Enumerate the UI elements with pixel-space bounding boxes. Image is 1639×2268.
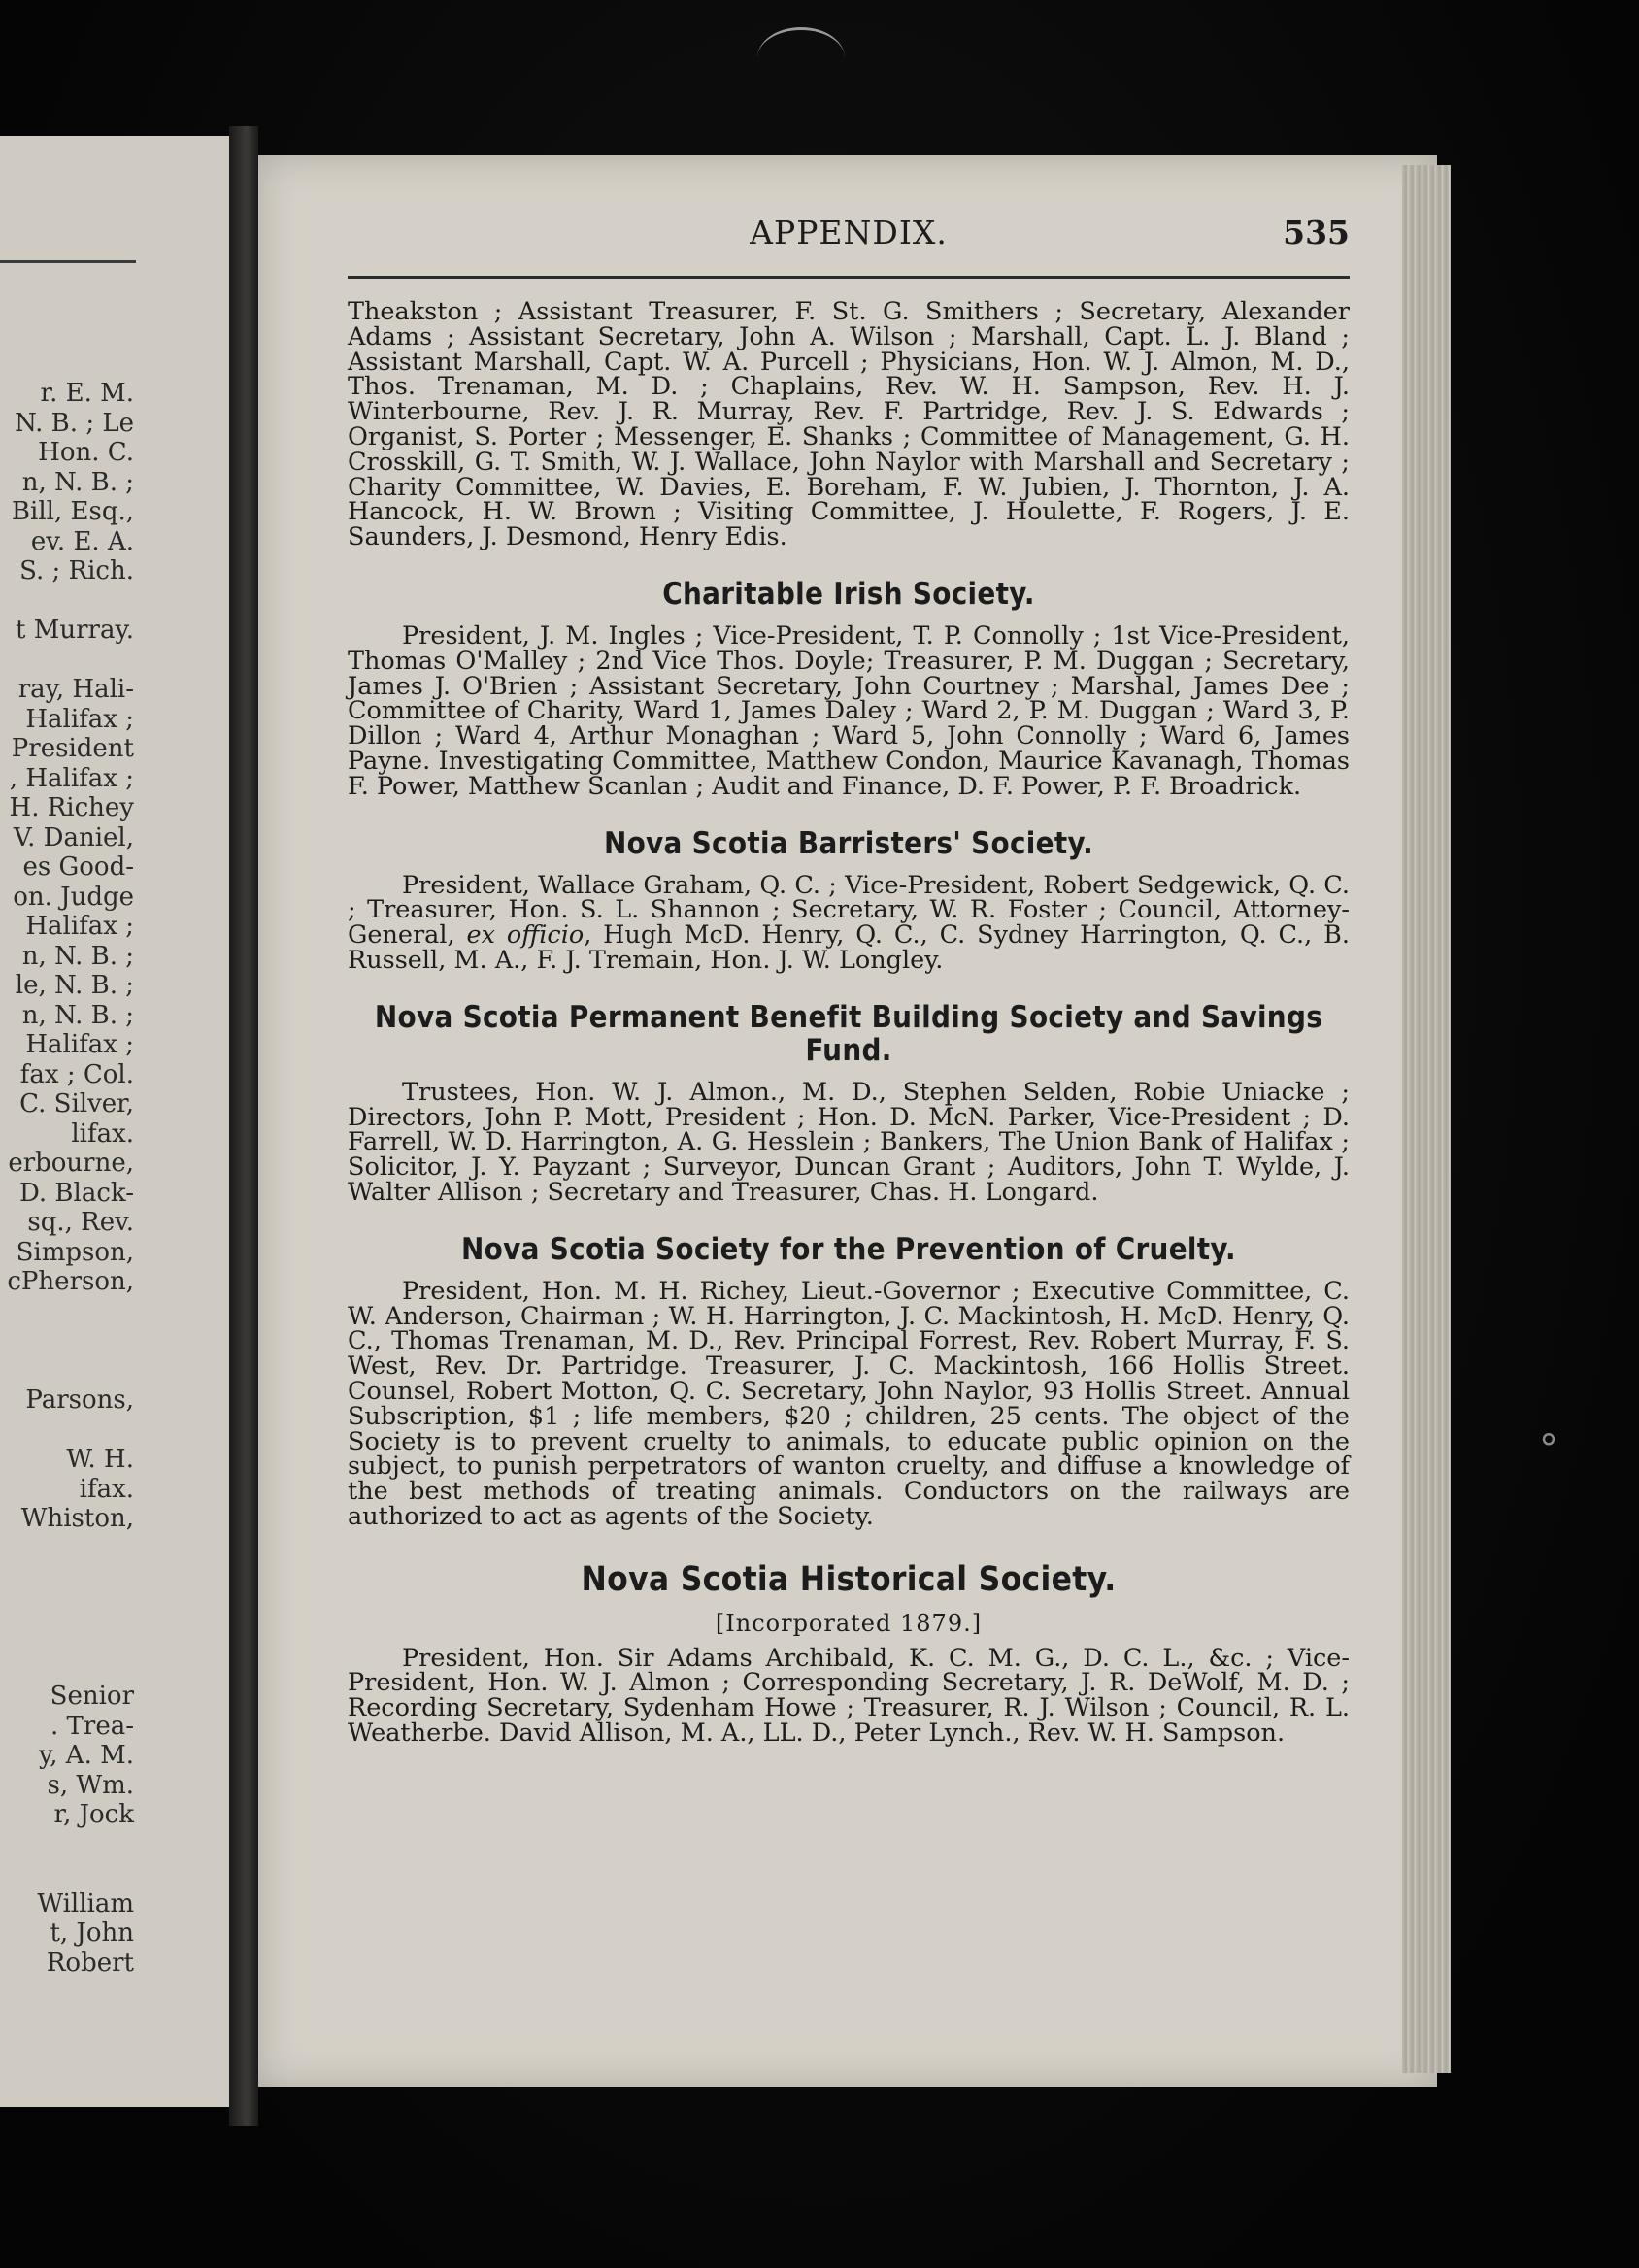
- left-page-line: ev. E. A.: [30, 526, 134, 556]
- left-page-line: erbourne,: [8, 1149, 134, 1178]
- left-page-line: [0, 1593, 134, 1623]
- left-page-line: President: [11, 734, 134, 763]
- left-page-line: t, John: [50, 1918, 134, 1948]
- section-text-prevention-cruelty: President, Hon. M. H. Richey, Lieut.-Governor ; Executive Committee, C. W. Anderson, Chairman ; W. H. Harrington, J. C. Mackintosh, H. McD. Henry, Q. C., Thomas Trenaman, M. D., Rev. Principal Forrest, Rev. Robert Murray, F. S. West, Rev. Dr. Partridge. Treasurer, J. C. Mackintosh, 166 Hollis Street. Counsel, Robert Motton, Q. C. Secretary, John Naylor, 93 Hollis Street. Annual Subscription, $1 ; life members, $20 ; children, 25 cents. The object of the Society is to prevent cruelty to animals, to educate public opinion on the subject, to punish perpetrators of wanton cruelty, and diffuse a knowledge of the best methods of treating animals. Conductors on the railways are authorized to act as agents of the Society.: [348, 1276, 1350, 1531]
- left-page-line: Robert: [46, 1948, 134, 1978]
- left-page-line: n, N. B. ;: [21, 1000, 134, 1030]
- scanner-tab-mark: [757, 27, 845, 88]
- left-page-line: S. ; Rich.: [19, 556, 134, 585]
- section-heading-charitable-irish: Charitable Irish Society.: [662, 576, 1035, 612]
- left-page-line: Halifax ;: [25, 704, 134, 734]
- left-page-line: N. B. ; Le: [15, 408, 134, 438]
- left-page-line: [0, 646, 134, 676]
- left-page-line: [0, 1652, 134, 1683]
- running-head: [348, 214, 1350, 262]
- section-heading-prevention-cruelty: Nova Scotia Society for the Prevention of Cruelty.: [461, 1231, 1236, 1267]
- left-page-line: le, N. B. ;: [15, 971, 134, 1000]
- left-page-line: Bill, Esq.,: [11, 497, 134, 526]
- left-page-line: y, A. M.: [39, 1741, 134, 1770]
- left-page-rule: [0, 260, 136, 263]
- left-page-line: [0, 1622, 134, 1652]
- section-heading-building-society: Nova Scotia Permanent Benefit Building Society and Savings Fund.: [374, 999, 1323, 1068]
- left-page-line: [0, 1830, 134, 1860]
- left-page-line: r, Jock: [53, 1800, 134, 1829]
- section-heading-barristers: Nova Scotia Barristers' Society.: [603, 825, 1094, 861]
- barristers-text-a: President, Wallace Graham, Q. C. ; Vice-President, Robert Sedgewick, Q. C. ; Treasurer, Hon. S. L. Shannon ; Secretary, W. R. Foster ; Council, Attorney-General,: [348, 870, 1350, 951]
- left-page-line: Hon. C.: [38, 438, 134, 467]
- left-page-line: William: [37, 1888, 134, 1918]
- left-page-line: V. Daniel,: [13, 822, 134, 852]
- left-page-line: Halifax ;: [25, 912, 134, 941]
- page-content: [348, 214, 1350, 1747]
- left-page-line: [0, 1416, 134, 1446]
- left-page-line: s, Wm.: [47, 1770, 134, 1800]
- left-page-line: H. Richey: [9, 793, 134, 822]
- left-page-line: [0, 1859, 134, 1889]
- left-page-line: [0, 1297, 134, 1327]
- scan-speck: °: [1539, 1427, 1558, 1472]
- section-text-charitable-irish: President, J. M. Ingles ; Vice-President, T. P. Connolly ; 1st Vice-President, Thomas O'Malley ; 2nd Vice Thos. Doyle; Treasurer, P. M. Duggan ; Secretary, James J. O'Brien ; Assistant Secretary, John Courtney ; Marshal, James Dee ; Committee of Charity, Ward 1, James Daley ; Ward 2, P. M. Duggan ; Ward 3, P. Dillon ; Ward 4, Arthur Monaghan ; Ward 5, John Connolly ; Ward 6, James Payne. Investigating Committee, Matthew Condon, Maurice Kavanagh, Thomas F. Power, Matthew Scanlan ; Audit and Finance, D. F. Power, P. F. Broadrick.: [348, 620, 1350, 801]
- left-page-line: [0, 1534, 134, 1564]
- left-page-line: [0, 586, 134, 617]
- left-page-line: r. E. M.: [40, 379, 134, 408]
- left-page-line: n, N. B. ;: [21, 941, 134, 971]
- continued-paragraph: Theakston ; Assistant Treasurer, F. St. G. Smithers ; Secretary, Alexander Adams ; Assistant Secretary, John A. Wilson ; Marshall, Capt. L. J. Bland ; Assistant Marshall, Capt. W. A. Purcell ; Physicians, Hon. W. J. Almon, M. D., Thos. Trenaman, M. D. ; Chaplains, Rev. W. H. Sampson, Rev. H. J. Winterbourne, Rev. J. R. Murray, Rev. F. Partridge, Rev. J. S. Edwards ; Organist, S. Porter ; Messenger, E. Shanks ; Committee of Management, G. H. Crosskill, G. T. Smith, W. J. Wallace, John Naylor with Marshall and Secretary ; Charity Committee, W. Davies, E. Boreham, F. W. Jubien, J. Thornton, J. A. Hancock, H. W. Brown ; Visiting Committee, J. Houlette, F. Rogers, J. E. Saunders, J. Desmond, Henry Edis.: [348, 297, 1350, 552]
- left-page-line: es Good-: [22, 852, 134, 882]
- left-facing-page: [0, 136, 229, 2107]
- left-page-line: [0, 1326, 134, 1356]
- left-page-line: [0, 1563, 134, 1593]
- left-page-line: ifax.: [79, 1474, 134, 1504]
- header-rule: [348, 276, 1350, 279]
- left-page-line: C. Silver,: [19, 1089, 134, 1118]
- left-page-line: , Halifax ;: [9, 763, 134, 793]
- left-page-line: [0, 1356, 134, 1386]
- left-page-line: Whiston,: [20, 1504, 134, 1533]
- left-page-text: [0, 379, 134, 1978]
- left-page-line: ray, Hali-: [17, 675, 134, 704]
- left-page-line: fax ; Col.: [19, 1059, 134, 1089]
- section-heading-historical: Nova Scotia Historical Society.: [581, 1559, 1117, 1599]
- section-text-barristers: [348, 870, 1350, 975]
- page-number: 535: [1283, 214, 1350, 251]
- left-page-line: sq., Rev.: [27, 1208, 134, 1237]
- page-edges: [1402, 165, 1451, 2073]
- book-gutter: [229, 126, 258, 2126]
- section-text-building-society: Trustees, Hon. W. J. Almon., M. D., Stephen Selden, Robie Uniacke ; Directors, John P. Mott, President ; Hon. D. McN. Parker, Vice-President ; D. Farrell, W. D. Harrington, A. G. Hesslein ; Bankers, The Union Bank of Halifax ; Solicitor, J. Y. Payzant ; Surveyor, Duncan Grant ; Auditors, John T. Wylde, J. Walter Allison ; Secretary and Treasurer, Chas. H. Longard.: [348, 1077, 1350, 1207]
- left-page-line: Simpson,: [16, 1237, 134, 1267]
- left-page-line: Parsons,: [25, 1385, 134, 1415]
- left-page-line: n, N. B. ;: [21, 467, 134, 497]
- left-page-line: t Murray.: [16, 616, 134, 645]
- left-page-line: cPherson,: [7, 1267, 134, 1296]
- running-title: APPENDIX.: [750, 214, 948, 251]
- left-page-line: lifax.: [71, 1118, 134, 1149]
- left-page-line: D. Black-: [18, 1178, 134, 1208]
- left-page-line: on. Judge: [13, 882, 134, 912]
- section-subheading-historical: [Incorporated 1879.]: [715, 1609, 983, 1637]
- barristers-text-italic: ex officio: [466, 920, 585, 951]
- left-page-line: W. H.: [66, 1445, 134, 1474]
- left-page-line: Halifax ;: [25, 1030, 134, 1059]
- left-page-line: Senior: [50, 1682, 134, 1711]
- barristers-text-b: , Hugh McD. Henry, Q. C., C. Sydney Harrington, Q. C., B. Russell, M. A., F. J. Tremain, Hon. J. W. Longley.: [348, 920, 1350, 975]
- section-text-historical: President, Hon. Sir Adams Archibald, K. C. M. G., D. C. L., &c. ; Vice-President, Hon. W. J. Almon ; Corresponding Secretary, J. R. DeWolf, M. D. ; Recording Secretary, Sydenham Howe ; Treasurer, R. J. Wilson ; Council, R. L. Weatherbe. David Allison, M. A., LL. D., Peter Lynch., Rev. W. H. Sampson.: [348, 1643, 1350, 1749]
- left-page-line: . Trea-: [50, 1711, 134, 1741]
